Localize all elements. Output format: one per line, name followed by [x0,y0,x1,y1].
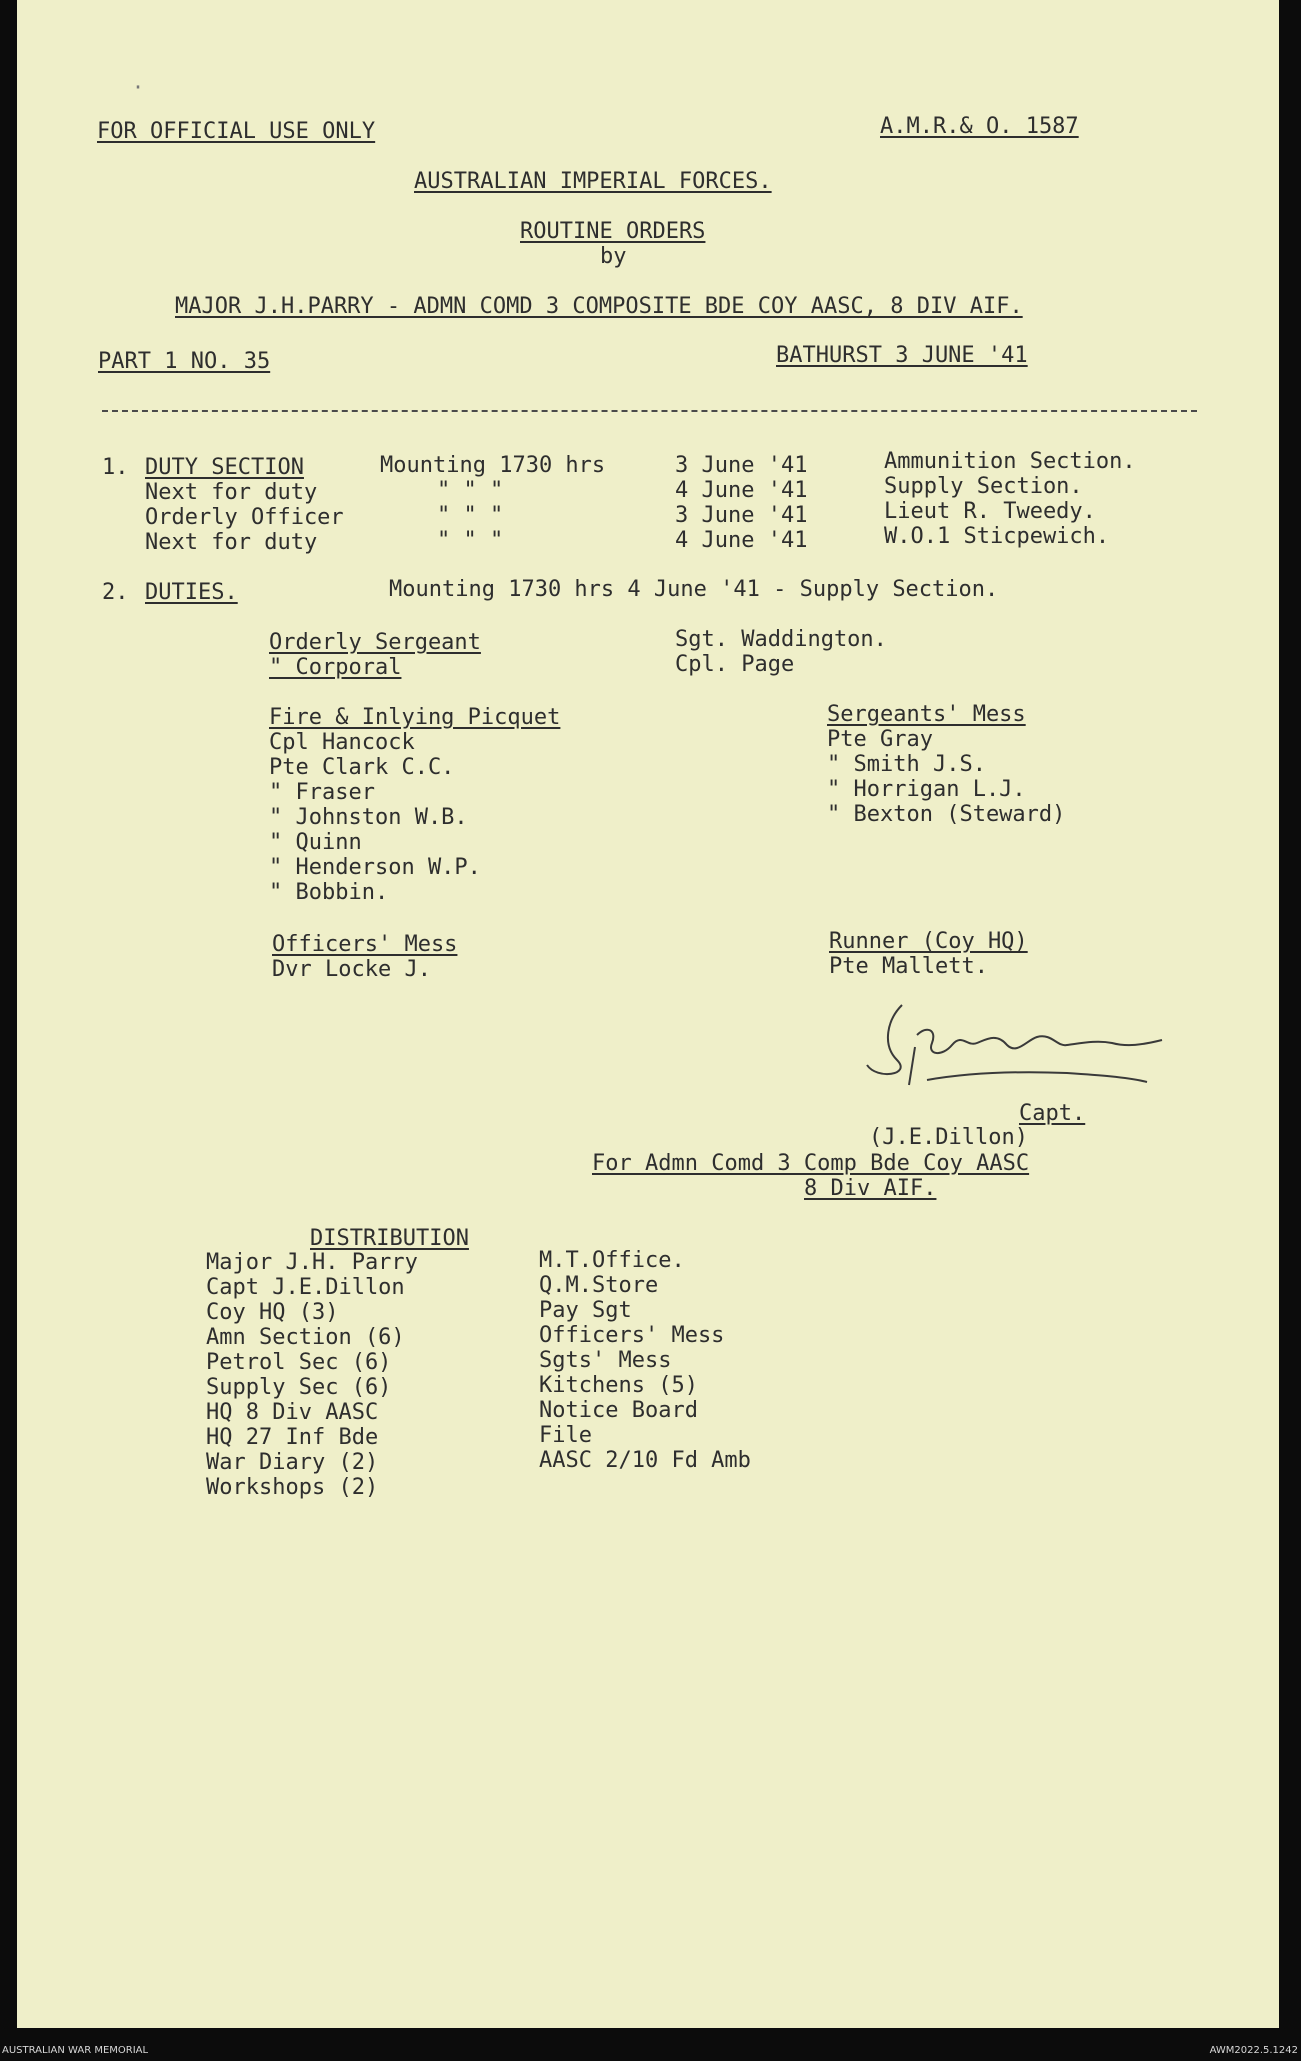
distribution-entry: Major J.H. Parry [206,1250,418,1275]
distribution-entry: HQ 8 Div AASC [206,1400,379,1425]
by-line: by [600,244,627,269]
duty-row-ditto: " " " [437,478,504,503]
orderly-sergeant-label: Orderly Sergeant [269,630,481,655]
distribution-entry: Pay Sgt [539,1298,632,1323]
footer-institution: AUSTRALIAN WAR MEMORIAL [2,2045,149,2056]
distribution-entry: Coy HQ (3) [206,1300,339,1325]
dashed-divider [102,410,1197,412]
duty-row-date: 4 June '41 [675,528,808,553]
orderly-sergeant: Sgt. Waddington. [675,627,887,652]
sergeants-mess-heading: Sergeants' Mess [827,702,1026,727]
orderly-corporal-label: " Corporal [269,655,402,680]
signatory-for-line: For Admn Comd 3 Comp Bde Coy AASC [592,1151,1030,1176]
officers-mess-heading: Officers' Mess [272,932,458,957]
reference-number: A.M.R.& O. 1587 [880,114,1079,139]
duty-row-assignment: Supply Section. [884,474,1083,499]
picquet-member: " Henderson W.P. [269,855,481,880]
part-number: PART 1 NO. 35 [98,349,271,374]
place-date: BATHURST 3 JUNE '41 [776,343,1028,368]
picquet-member: " Johnston W.B. [269,805,468,830]
sergeants-mess-member: " Smith J.S. [827,752,986,777]
distribution-entry: Workshops (2) [206,1475,379,1500]
duty-row-label: Next for duty [145,480,318,505]
duty-row-assignment: Lieut R. Tweedy. [884,499,1096,524]
distribution-entry: HQ 27 Inf Bde [206,1425,379,1450]
signatory-name: (J.E.Dillon) [869,1125,1028,1150]
distribution-entry: Amn Section (6) [206,1325,405,1350]
sergeants-mess-member: Pte Gray [827,727,933,752]
picquet-member: Cpl Hancock [269,730,415,755]
section-2-number: 2. [102,580,129,605]
duties-heading: DUTIES. [145,580,238,605]
document-title: ROUTINE ORDERS [520,219,706,244]
margin-mark: · [132,75,145,99]
distribution-entry: Capt J.E.Dillon [206,1275,405,1300]
sergeants-mess-member: " Bexton (Steward) [827,802,1066,827]
classification: FOR OFFICIAL USE ONLY [97,119,376,144]
distribution-entry: M.T.Office. [539,1248,685,1273]
orderly-corporal: Cpl. Page [675,652,795,677]
duty-row-ditto: " " " [437,528,504,553]
sergeants-mess-member: " Horrigan L.J. [827,777,1026,802]
officers-mess-member: Dvr Locke J. [272,957,431,982]
duty-row-date: 4 June '41 [675,478,808,503]
distribution-entry: Petrol Sec (6) [206,1350,392,1375]
distribution-entry: Q.M.Store [539,1273,659,1298]
duty-row-assignment: W.O.1 Sticpewich. [884,524,1110,549]
signatory-for-line: 8 Div AIF. [804,1176,937,1201]
picquet-member: Pte Clark C.C. [269,755,455,780]
duty-row-ditto: " " " [437,503,504,528]
picquet-member: " Bobbin. [269,880,389,905]
force-heading: AUSTRALIAN IMPERIAL FORCES. [414,169,772,194]
duty-row-label: Orderly Officer [145,505,344,530]
duty-row-mounting: Mounting 1730 hrs [380,453,606,478]
signatory-rank: Capt. [1019,1101,1086,1126]
issuer-line: MAJOR J.H.PARRY - ADMN COMD 3 COMPOSITE BDE COY AASC, 8 DIV AIF. [175,294,1023,319]
picquet-heading: Fire & Inlying Picquet [269,705,561,730]
picquet-member: " Quinn [269,830,362,855]
distribution-entry: Notice Board [539,1398,698,1423]
distribution-entry: File [539,1423,592,1448]
duties-mounting: Mounting 1730 hrs 4 June '41 - Supply Section. [389,577,999,602]
duty-section-heading: DUTY SECTION [145,455,304,480]
distribution-entry: Supply Sec (6) [206,1375,392,1400]
document-page [17,0,1279,2028]
picquet-member: " Fraser [269,780,375,805]
distribution-entry: Kitchens (5) [539,1373,698,1398]
distribution-entry: War Diary (2) [206,1450,379,1475]
runner-member: Pte Mallett. [829,954,988,979]
distribution-entry: AASC 2/10 Fd Amb [539,1448,751,1473]
distribution-entry: Sgts' Mess [539,1348,672,1373]
runner-heading: Runner (Coy HQ) [829,929,1028,954]
duty-row-label: Next for duty [145,530,318,555]
duty-row-assignment: Ammunition Section. [884,449,1136,474]
duty-row-date: 3 June '41 [675,503,808,528]
distribution-heading: DISTRIBUTION [310,1226,469,1251]
footer-accession: AWM2022.5.1242 [1209,2045,1298,2056]
signature-image [857,985,1217,1105]
duty-row-date: 3 June '41 [675,453,808,478]
distribution-entry: Officers' Mess [539,1323,725,1348]
section-1-number: 1. [102,455,129,480]
